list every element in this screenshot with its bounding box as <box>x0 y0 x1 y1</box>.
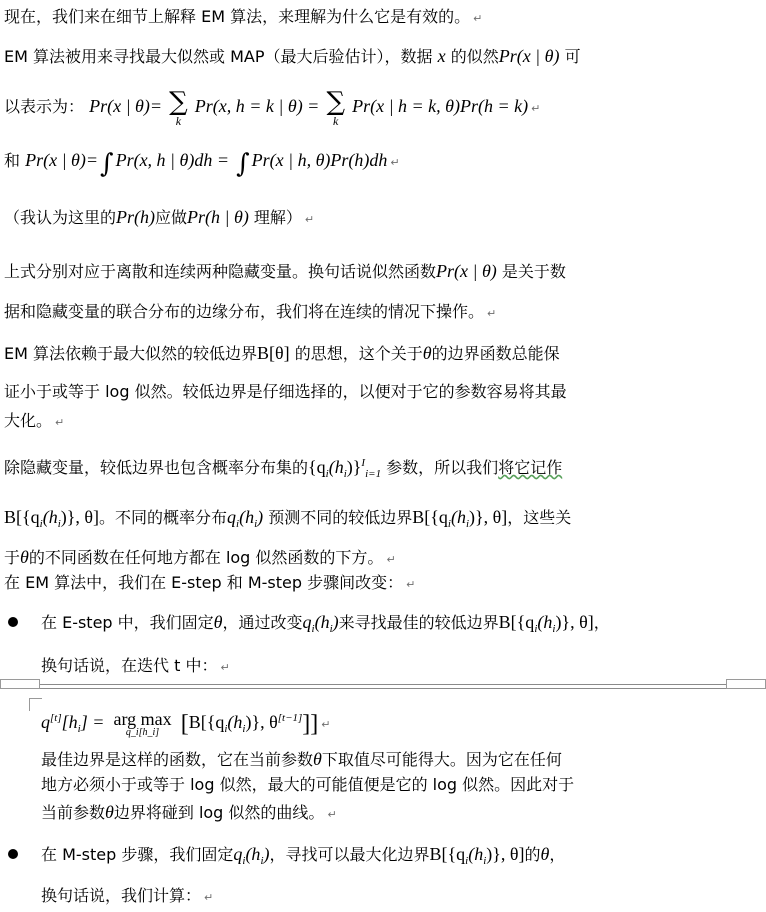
p4-b: Pr(h | θ) <box>187 207 249 227</box>
mstep-expr-mid: (h <box>468 844 484 864</box>
p1-line <box>4 44 581 69</box>
formula-lhs <box>41 712 105 735</box>
p6-line1b: 的思想，这个关于 <box>294 344 423 363</box>
p1-var: x <box>437 46 446 66</box>
p2-term1: Pr(x, h = k | θ) = <box>194 96 320 116</box>
formula-body <box>188 712 303 735</box>
formula-body-mid: (h <box>227 712 243 732</box>
estep-line2 <box>41 654 230 680</box>
estep-desc-theta: θ <box>313 749 322 769</box>
p7-set-sub: i=1 <box>365 468 382 480</box>
p1-tail: 可 <box>564 47 581 66</box>
paragraph-mark-icon: ↵ <box>386 553 396 566</box>
p7-line2a: 。不同的概率分布 <box>99 508 228 527</box>
estep-line1c: 来寻找最佳的较低边界 <box>338 613 499 632</box>
p8-line <box>4 571 415 597</box>
mstep-expr-sub: i <box>465 855 469 867</box>
argmax-sub: q_i[h_i] <box>125 726 160 738</box>
paragraph-mark-icon: ↵ <box>204 891 214 904</box>
paragraph-mark-icon: ↵ <box>473 12 483 25</box>
formula-close: ] = <box>80 712 105 732</box>
sum-glyph: ∑ <box>169 86 188 117</box>
formula-sub: i <box>77 723 81 735</box>
integral-glyph-2: ∫ <box>236 149 250 179</box>
p7-theta: θ <box>20 547 29 567</box>
formula-q: q <box>41 712 50 732</box>
formula-sup: [t] <box>50 712 62 724</box>
p7-q: $q_i(h_i)$ <box>227 507 264 530</box>
estep-formula <box>41 700 330 747</box>
estep-theta: θ <box>213 612 223 632</box>
sum-index-2: k <box>333 113 339 128</box>
estep-expr-mid: (h <box>537 612 553 632</box>
p7-expr1-sub2: i <box>57 518 61 530</box>
bullet-icon-2 <box>8 849 18 859</box>
sum-symbol-2 <box>326 86 345 128</box>
p7-expr1-close: )}, θ] <box>60 507 100 527</box>
p6-expr: B[θ] <box>257 343 290 363</box>
paragraph-mark-icon: ↵ <box>487 307 497 320</box>
estep-expr-sub: i <box>534 623 538 635</box>
p7-set-close: )} <box>346 457 362 477</box>
p6-line3 <box>4 409 64 435</box>
p7-set-sub-i2: i <box>343 468 347 480</box>
p7-line3 <box>4 545 396 572</box>
p7-q-sub: i <box>236 518 240 530</box>
p7-expr2 <box>412 507 508 530</box>
formula-body-open: B[{q <box>188 712 225 732</box>
p6-line2-text: 证小于或等于 log 似然。较低边界是仔细选择的，以便对于它的参数容易将其最 <box>4 382 567 401</box>
p7-set-sub-i: i <box>325 468 329 480</box>
paragraph-mark-icon: ↵ <box>55 416 65 429</box>
mstep-line1a: 在 M-step 步骤，我们固定 <box>41 845 234 864</box>
p7-expr2-sub2: i <box>465 518 470 530</box>
mstep-expr-sub2: i <box>483 855 487 867</box>
paragraph-mark-icon: ↵ <box>321 718 331 731</box>
estep-desc2 <box>41 773 574 797</box>
p7-line1a: 除隐藏变量，较低边界也包含概率分布集的 <box>4 458 309 477</box>
p5-line2-text: 据和隐藏变量的联合分布的边缘分布，我们将在连续的情况下操作。 <box>4 302 485 321</box>
p4-close: 理解） <box>253 208 302 227</box>
p4-mid: 应做 <box>155 208 188 227</box>
p5-line2 <box>4 300 496 326</box>
p5-line1a: 上式分别对应于离散和连续两种隐藏变量。换句话说似然函数 <box>4 262 437 281</box>
p6-line1 <box>4 341 560 366</box>
page-break <box>0 684 766 689</box>
paragraph-mark-icon: ↵ <box>220 661 230 674</box>
p8-text: 在 EM 算法中，我们在 E-step 和 M-step 步骤间改变： <box>4 573 404 592</box>
integral-glyph: ∫ <box>100 149 114 179</box>
p1-text2: 的似然 <box>450 47 499 66</box>
p7-line1b: 参数，所以我们 <box>386 458 499 477</box>
p2-lhs: Pr(x | θ)= <box>89 96 163 116</box>
formula-body-close: )}, θ <box>245 712 278 732</box>
sum-glyph-2: ∑ <box>326 86 345 117</box>
p3-term1: Pr(x, h | θ)dh = <box>115 150 229 170</box>
paragraph-mark-icon: ↵ <box>304 213 315 226</box>
estep-expr-close: )}, θ] <box>555 612 594 632</box>
p2-line <box>4 88 540 127</box>
p7-expr2-sub: i <box>447 518 451 530</box>
formula-body-sub2: i <box>242 723 246 735</box>
argmax-top: arg max <box>113 708 172 729</box>
estep-expr-sub2: i <box>552 623 556 635</box>
estep-desc3 <box>41 800 337 827</box>
open-bracket: [ <box>180 711 189 737</box>
paragraph-mark-icon: ↵ <box>406 578 416 591</box>
estep-q-mid: (h <box>314 612 330 632</box>
p7-expr2-mid: (h <box>450 507 466 527</box>
mstep-line1: 在 M-step 步骤，我们固定$q_i(h_i)$，寻找可以最大化边界$B[\{q_i(h_i)\}$, θ]的θ， <box>41 844 566 867</box>
p1-expr: Pr(x | θ) <box>498 46 560 66</box>
p7-set-open: {q <box>308 457 326 477</box>
paragraph-mark-icon: ↵ <box>390 156 400 169</box>
estep-line1: 在 E-step 中，我们固定θ，通过改变$q_i(h_i)$来寻找最佳的较低边界$B[\{q_i(h_i)\}$, θ]， <box>41 612 610 635</box>
p7-q-sub2: i <box>254 518 258 530</box>
estep-q: $q_i(h_i)$ <box>302 612 339 635</box>
p7-expr2-open: B[{q <box>412 507 448 527</box>
p7-line2 <box>4 505 571 536</box>
mstep-line2-text: 换句话说，我们计算： <box>41 886 202 905</box>
estep-line1a: 在 E-step 中，我们固定 <box>41 613 214 632</box>
p7-line3b: 的不同函数在任何地方都在 log 似然函数的下方。 <box>28 548 384 567</box>
p7-line2c: ，这些关 <box>507 508 572 527</box>
mstep-q-sub2: i <box>260 855 264 867</box>
estep-line2-text: 换句话说，在迭代 t 中： <box>41 656 218 675</box>
mstep-line2 <box>41 884 213 910</box>
p7-expr1-sub: i <box>39 518 43 530</box>
p2-term2: Pr(x | h = k, θ)Pr(h = k) <box>352 96 529 116</box>
p7-set-sup: I <box>361 457 366 469</box>
intro-line <box>4 5 482 31</box>
mstep-q-letter: q <box>233 844 243 864</box>
p7-set <box>308 457 382 480</box>
p4-line <box>4 205 314 232</box>
p6-line2 <box>4 380 567 404</box>
estep-desc3a: 当前参数 <box>41 803 106 822</box>
estep-expr-open: B[{q <box>498 612 535 632</box>
p7-line1c: 将它记作 <box>498 458 563 477</box>
p3-term2: Pr(x | h, θ)Pr(h)dh <box>251 150 388 170</box>
p3-line <box>4 148 400 179</box>
estep-desc1 <box>41 747 562 772</box>
mstep-line1c: 的 <box>524 845 541 864</box>
p7-line1 <box>4 451 562 486</box>
estep-desc1b: 下取值尽可能得大。因为它在任何 <box>321 750 562 769</box>
p6-line1a: EM 算法依赖于最大似然的较低边界 <box>4 344 258 363</box>
paragraph-mark-icon: ↵ <box>531 102 541 115</box>
p7-set-mid: (h <box>328 457 344 477</box>
bullet-icon <box>8 617 18 627</box>
p7-q-mid: (h <box>239 507 255 527</box>
page-break-marker-left <box>0 679 40 689</box>
paragraph-mark-icon: ↵ <box>327 808 337 821</box>
mstep-expr-close: )}, θ] <box>486 844 525 864</box>
formula-body-sub: i <box>224 723 228 735</box>
estep-desc3-theta: θ <box>105 802 114 822</box>
estep-desc3b: 边界将碰到 log 似然的曲线。 <box>113 803 325 822</box>
p7-expr1-open: B[{q <box>4 507 40 527</box>
p7-expr1-mid: (h <box>42 507 58 527</box>
p5-line1 <box>4 259 566 284</box>
formula-mid: [h <box>61 712 78 732</box>
estep-line1b: ，通过改变 <box>222 613 303 632</box>
estep-q-sub: i <box>311 623 315 635</box>
close-bracket: ]] <box>302 711 319 737</box>
p6-line1c: 的边界函数总能保 <box>431 344 560 363</box>
page-break-marker-right <box>726 679 766 689</box>
p5-line1b: 是关于数 <box>501 262 566 281</box>
mstep-q: $q_i(h_i)$ <box>233 844 270 867</box>
mstep-q-sub: i <box>242 855 246 867</box>
p7-expr1 <box>4 507 100 530</box>
sum-symbol <box>169 86 188 128</box>
mstep-expr <box>429 844 525 867</box>
mstep-expr-open: B[{q <box>429 844 466 864</box>
mstep-theta: θ <box>540 844 550 864</box>
sum-index: k <box>175 113 182 128</box>
estep-q-sub2: i <box>329 623 333 635</box>
estep-desc1a: 最佳边界是这样的函数，它在当前参数 <box>41 750 314 769</box>
mstep-q-mid: (h <box>245 844 261 864</box>
p7-line2b: 预测不同的较低边界 <box>268 508 413 527</box>
formula-sup2: [t−1] <box>277 712 303 724</box>
p5-expr: Pr(x | θ) <box>436 261 497 281</box>
p4-a: Pr(h) <box>116 207 156 227</box>
argmax <box>113 710 171 738</box>
p3-lhs: Pr(x | θ)= <box>25 150 99 170</box>
p3-lead: 和 <box>4 151 21 170</box>
estep-q-letter: q <box>302 612 312 632</box>
mstep-line1b: ，寻找可以最大化边界 <box>269 845 430 864</box>
p2-lead: 以表示为： <box>4 97 85 116</box>
p1-text: EM 算法被用来寻找最大似然或 MAP（最大后验估计），数据 <box>4 47 433 66</box>
estep-expr <box>498 612 594 635</box>
p7-q-letter: q <box>227 507 237 527</box>
p4-open: （我认为这里的 <box>4 208 117 227</box>
p7-line3a: 于 <box>4 548 21 567</box>
p6-line3-text: 大化。 <box>4 411 53 430</box>
intro-text: 现在，我们来在细节上解释 EM 算法，来理解为什么它是有效的。 <box>4 7 471 26</box>
estep-desc2-text: 地方必须小于或等于 log 似然，最大的可能值便是它的 log 似然。因此对于 <box>41 775 575 794</box>
p7-expr2-close: )}, θ] <box>469 507 508 527</box>
p6-theta: θ <box>422 343 432 363</box>
